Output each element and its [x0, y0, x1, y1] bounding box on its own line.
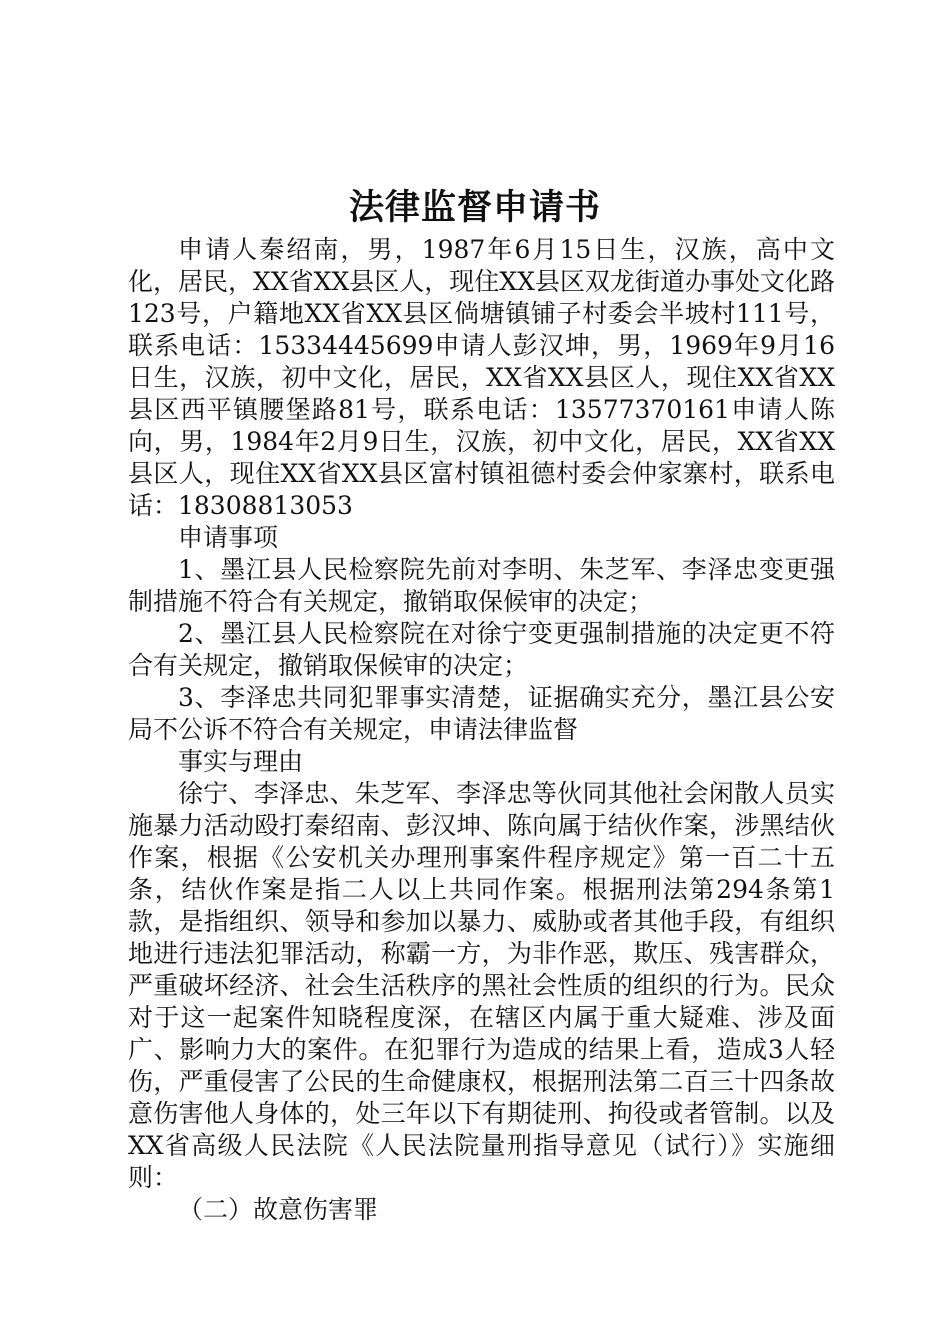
request-item-3: 3、李泽忠共同犯罪事实清楚，证据确实充分，墨江县公安局不公诉不符合有关规定，申请法律监督 [128, 683, 835, 744]
applicants-paragraph: 申请人秦绍南，男，1987年6月15日生，汉族，高中文化，居民，XX省XX县区人，现住XX县区双龙街道办事处文化路123号，户籍地XX省XX县区倘塘镇铺子村委会半坡村111号，联系电话：15334445699申请人彭汉坤，男，1969年9月16日生，汉族，初中文化，居民，XX省XX县区人，现住XX省XX县区西平镇腰堡路81号，联系电话：13577370161申请人陈向，男，1984年2月9日生，汉族，初中文化，居民，XX省XX县区人，现住XX省XX县区富村镇祖德村委会仲家寨村，联系电话：18308813053 [128, 235, 835, 520]
facts-heading: 事实与理由 [178, 747, 304, 776]
facts-paragraph: 徐宁、李泽忠、朱芝军、李泽忠等伙同其他社会闲散人员实施暴力活动殴打秦绍南、彭汉坤、陈向属于结伙作案，涉黑结伙作案，根据《公安机关办理刑事案件程序规定》第一百二十五条，结伙作案是指二人以上共同作案。根据刑法第294条第1款，是指组织、领导和参加以暴力、威胁或者其他手段，有组织地进行违法犯罪活动，称霸一方，为非作恶，欺压、残害群众，严重破坏经济、社会生活秩序的黑社会性质的组织的行为。民众对于这一起案件知晓程度深，在辖区内属于重大疑难、涉及面广、影响力大的案件。在犯罪行为造成的结果上看，造成3人轻伤，严重侵害了公民的生命健康权，根据刑法第二百三十四条故意伤害他人身体的，处三年以下有期徒刑、拘役或者管制。以及XX省高级人民法院《人民法院量刑指导意见（试行）》实施细则： [128, 779, 835, 1192]
requests-heading: 申请事项 [178, 523, 279, 552]
subheading-intentional-injury: （二）故意伤害罪 [178, 1195, 379, 1224]
document-body [128, 234, 835, 1226]
document-title: 法律监督申请书 [348, 187, 601, 228]
request-item-2: 2、墨江县人民检察院在对徐宁变更强制措施的决定更不符合有关规定，撤销取保候审的决定； [128, 619, 835, 680]
request-item-1: 1、墨江县人民检察院先前对李明、朱芝军、李泽忠变更强制措施不符合有关规定，撤销取保候审的决定； [128, 555, 835, 616]
